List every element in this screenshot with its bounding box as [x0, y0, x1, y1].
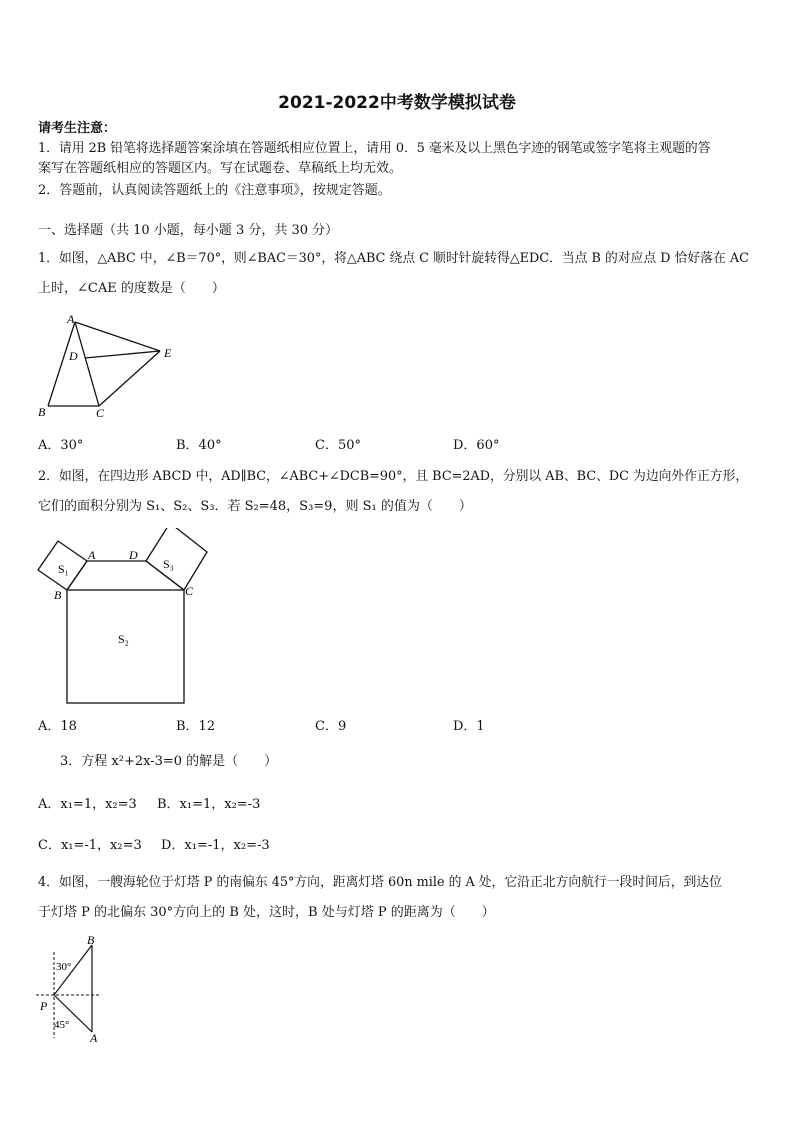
q4-stem-line-1: 4．如图，一艘海轮位于灯塔 P 的南偏东 45°方向，距离灯塔 60n mile 的 A 处，它沿正北方向航行一段时间后，到达位: [38, 875, 722, 890]
page-title: 2021-2022中考数学模拟试卷: [278, 93, 516, 113]
q3-option-d[interactable]: D．x₁=-1，x₂=-3: [161, 838, 270, 853]
q4-label-p: P: [40, 999, 48, 1013]
q2-stem-line-1: 2．如图，在四边形 ABCD 中，AD∥BC，∠ABC+∠DCB=90°，且 BC=2AD，分别以 AB、BC、DC 为边向外作正方形，: [38, 469, 749, 484]
notice-heading: 请考生注意：: [38, 121, 117, 136]
q3-stem: 3．方程 x²+2x-3=0 的解是（ ）: [60, 754, 278, 769]
q2-label-c: C: [185, 584, 194, 598]
q2-option-c[interactable]: C．9: [315, 719, 347, 734]
q3-option-c[interactable]: C．x₁=-1，x₂=3: [38, 838, 142, 853]
q2-label-s1: S₁: [58, 562, 69, 576]
q1-option-c[interactable]: C．50°: [315, 438, 361, 453]
q3-option-b[interactable]: B．x₁=1，x₂=-3: [157, 797, 261, 812]
q2-label-d: D: [129, 548, 138, 562]
q2-label-a: A: [88, 548, 96, 562]
q4-figure: [30, 930, 110, 1048]
notice-line-1b: 案写在答题纸相应的答题区内。写在试题卷、草稿纸上均无效。: [38, 161, 403, 176]
q2-option-a[interactable]: A．18: [38, 719, 77, 734]
q4-label-a: A: [90, 1031, 98, 1045]
q3-option-a[interactable]: A．x₁=1，x₂=3: [38, 797, 137, 812]
q1-label-e: E: [164, 346, 172, 360]
q1-option-b[interactable]: B．40°: [176, 438, 222, 453]
q1-label-a: A: [67, 312, 75, 326]
q1-label-c: C: [96, 406, 105, 420]
q1-figure: [30, 310, 190, 422]
q4-angle-30: 30°: [56, 961, 72, 973]
notice-line-1a: 1．请用 2B 铅笔将选择题答案涂填在答题纸相应位置上，请用 0．5 毫米及以上黑色字迹的钢笔或签字笔将主观题的答: [38, 141, 711, 156]
q2-stem-line-2: 它们的面积分别为 S₁、S₂、S₃．若 S₂=48，S₃=9，则 S₁ 的值为（ ）: [38, 499, 472, 514]
q1-label-b: B: [38, 405, 46, 419]
q1-stem-line-1: 1．如图，△ABC 中，∠B＝70°，则∠BAC＝30°，将△ABC 绕点 C 顺时针旋转得△EDC．当点 B 的对应点 D 恰好落在 AC: [38, 251, 749, 266]
q2-label-s3: S₃: [163, 557, 174, 571]
q2-option-d[interactable]: D．1: [453, 719, 485, 734]
notice-line-2: 2．答题前，认真阅读答题纸上的《注意事项》，按规定答题。: [38, 183, 391, 198]
q4-label-b: B: [87, 933, 95, 947]
q4-angle-45: 45°: [54, 1019, 70, 1031]
q1-stem-line-2: 上时，∠CAE 的度数是（ ）: [38, 281, 225, 296]
q1-option-d[interactable]: D．60°: [453, 438, 500, 453]
q2-option-b[interactable]: B．12: [176, 719, 216, 734]
q4-stem-line-2: 于灯塔 P 的北偏东 30°方向上的 B 处，这时，B 处与灯塔 P 的距离为（ ）: [38, 905, 495, 920]
q1-option-a[interactable]: A．30°: [38, 438, 84, 453]
q2-figure: [30, 528, 220, 713]
q1-label-d: D: [69, 349, 78, 363]
section-heading: 一、选择题（共 10 小题，每小题 3 分，共 30 分）: [38, 223, 339, 238]
q2-label-s2: S₂: [118, 632, 129, 646]
q2-label-b: B: [54, 588, 62, 602]
